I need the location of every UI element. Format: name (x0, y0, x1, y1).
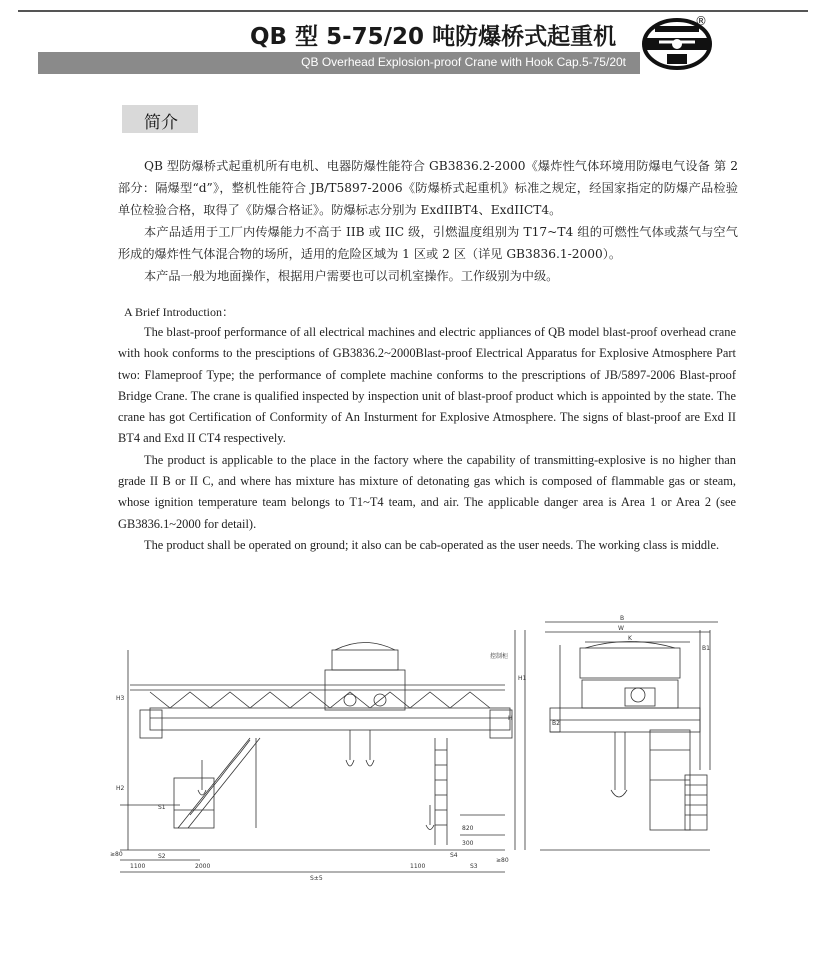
intro-cn-paragraph-1: QB 型防爆桥式起重机所有电机、电器防爆性能符合 GB3836.2-2000《爆炸性气体环境用防爆电气设备 第 2 部分：隔爆型“d”》，整机性能符合 JB/T5897-2006《防爆桥式起重机》标准之规定，经国家指定的防爆产品检验单位检验合格，取得了《防爆合格证》。防爆标志分别为 ExdIIBT4、ExdIICT4。 (118, 159, 738, 217)
subtitle-bar (38, 52, 640, 74)
page-subtitle: QB Overhead Explosion-proof Crane with Hook Cap.5-75/20t (301, 55, 626, 69)
dim-s1: S1 (158, 804, 166, 811)
dim-2000: 2000 (195, 863, 211, 870)
dim-300: 300 (462, 840, 474, 847)
dim-h1: H1 (518, 675, 527, 682)
dim-k: K (628, 635, 632, 642)
dim-span: S±5 (310, 875, 323, 882)
dim-820: 820 (462, 825, 474, 832)
dim-b1: B1 (702, 645, 710, 652)
dim-h3: H3 (116, 695, 125, 702)
header-top-rule (18, 10, 808, 12)
front-elevation-view (120, 630, 525, 872)
dim-h2: H2 (116, 785, 125, 792)
dim-s2: S2 (158, 853, 166, 860)
control-cabinet-label: 控制柜 (490, 653, 509, 660)
intro-cn-paragraph-3: 本产品一般为地面操作，根据用户需要也可以司机室操作。工作级别为中级。 (144, 269, 559, 283)
section-heading-label: 简介 (144, 113, 178, 133)
intro-en (118, 322, 736, 556)
intro-en-paragraph-2: The product is applicable to the place in the factory where the capability of transmitting-explosive is no higher than grade II B or II C, and where has mixture has mixture of detonating gas which is composed of flammable gas or steam, whose ignition temperature team belongs to T1~T4 team, and air. The applicable danger area is Area 1 or Area 2 (see GB3836.1~2000 for detail). (118, 452, 736, 531)
dim-s4: S4 (450, 852, 458, 859)
registered-mark: ® (695, 14, 707, 28)
dim-w: W (618, 625, 624, 632)
intro-cn-paragraph-2: 本产品适用于工厂内传爆能力不高于 IIB 或 IIC 级，引燃温度组别为 T17~T4 组的可燃性气体或蒸气与空气形成的爆炸性气体混合物的场所，适用的危险区域为 1 区或 2 区（详见 GB3836.1-2000）。 (118, 225, 738, 261)
dim-min-80-left: ≥80 (110, 851, 123, 858)
intro-en-heading: A Brief Introduction： (124, 305, 234, 319)
side-elevation-view (540, 622, 718, 850)
dim-min-80-right: ≥80 (496, 857, 509, 864)
dim-b2: B2 (552, 720, 560, 727)
dim-s3: S3 (470, 863, 478, 870)
dim-h: H (508, 715, 513, 722)
section-heading (122, 105, 198, 133)
intro-cn (118, 155, 738, 287)
dim-1100-a: 1100 (130, 863, 146, 870)
dim-b: B (620, 615, 625, 622)
intro-en-paragraph-3: The product shall be operated on ground; it also can be cab-operated as the user needs. The working class is middle. (144, 537, 720, 552)
dim-1100-b: 1100 (410, 863, 426, 870)
intro-en-paragraph-1: The blast-proof performance of all electrical machines and electric appliances of QB model blast-proof overhead crane with hook conforms to the presciptions of GB3836.2~2000Blast-proof Electrical Apparatus for Explosive Atmosphere Part two: Flameproof Type; the performance of complete machine conforms to the prescriptions of JB/5897-2006 Blast-proof Bridge Crane. The crane is qualified inspected by inspection unit of blast-proof product which is appointed by the state. The crane has got Certification of Conformity of An Insturment for Explosive Atmosphere. The signs of blast-proof are Exd II BT4 and Exd II CT4 respectively. (118, 325, 736, 446)
crane-technical-drawing (110, 610, 722, 900)
page-title: QB 型 5-75/20 吨防爆桥式起重机 (250, 24, 617, 50)
